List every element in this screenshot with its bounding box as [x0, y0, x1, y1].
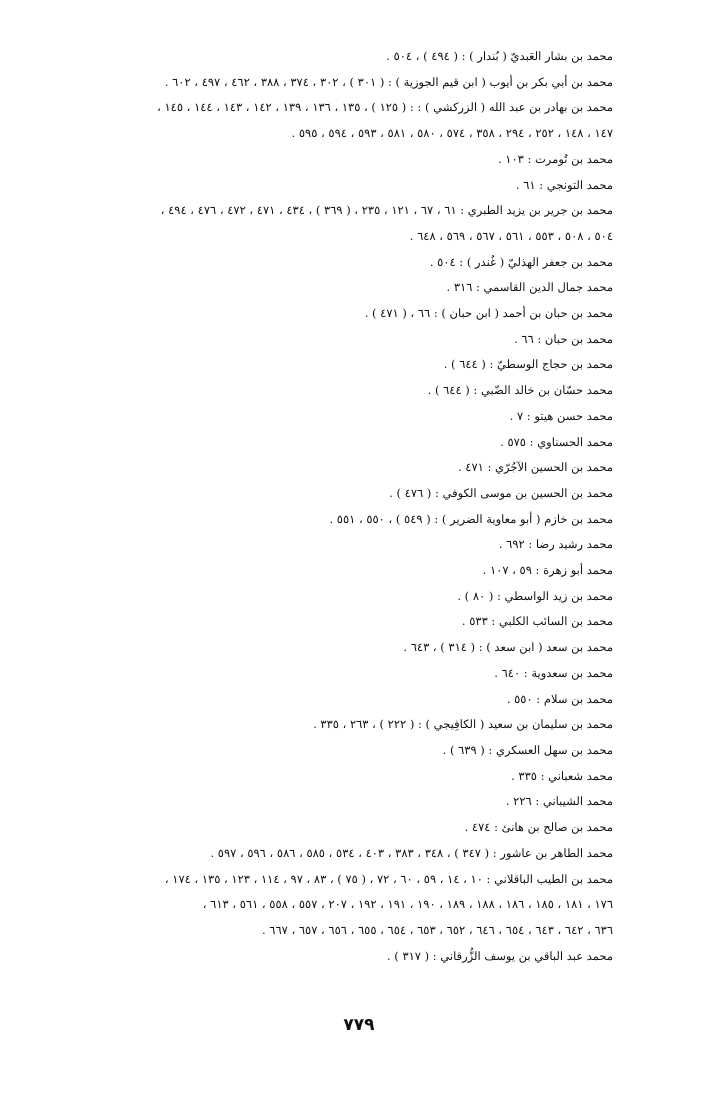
- index-entry: محمد رشيد رضا : ٦٩٢ .: [498, 537, 613, 552]
- index-entry: محمد بن سعد ( ابن سعد ) : ( ٣١٤ ) ، ٦٤٣ .: [403, 640, 613, 655]
- index-entry: محمد الطاهر بن عاشور : ( ٣٤٧ ) ، ٣٤٨ ، ٣٨٣ ، ٤٠٣ ، ٥٣٤ ، ٥٨٥ ، ٥٨٦ ، ٥٩٦ ، ٥٩٧ .: [210, 845, 613, 860]
- index-entry: محمد بن أبي بكر بن أيوب ( ابن قيم الجوزية ) : ( ٣٠١ ) ، ٣٠٢ ، ٣٧٤ ، ٣٨٨ ، ٤٦٢ ، ٤٩٧ ، ٦٠٢ .: [164, 74, 613, 89]
- index-entry-continuation: ١٧٦ ، ١٨١ ، ١٨٥ ، ١٨٦ ، ١٨٨ ، ١٨٩ ، ١٩٠ ، ١٩١ ، ١٩٢ ، ٢٠٧ ، ٥٥٧ ، ٥٥٨ ، ٥٦١ ، ٦١٣ ،: [202, 897, 613, 912]
- index-entry-continuation: ٦٣٦ ، ٦٤٢ ، ٦٤٣ ، ٦٥٤ ، ٦٤٦ ، ٦٥٢ ، ٦٥٣ ، ٦٥٤ ، ٦٥٥ ، ٦٥٦ ، ٦٥٧ ، ٦٦٧ .: [261, 922, 613, 937]
- index-entry: محمد عبد الباقي بن يوسف الزُّرقاني : ( ٣١٧ ) .: [386, 948, 613, 963]
- index-entry: محمد التونجي : ٦١ .: [515, 177, 613, 192]
- index-entry: محمد بن الطيب الباقلاني : ١٠ ، ١٤ ، ٥٩ ، ٦٠ ، ٧٢ ، ( ٧٥ ) ، ٨٣ ، ٩٧ ، ١١٤ ، ١٢٣ ، ١٣٥ ، ١٧٤ ،: [164, 871, 613, 886]
- page-number: ٧٧٩: [343, 1015, 375, 1035]
- index-entry: محمد بن حجاج الوسطيّ : ( ٦٤٤ ) .: [443, 357, 613, 372]
- index-entry: محمد بن بهادر بن عبد الله ( الزركشي ) : : ( ١٢٥ ) ، ١٣٥ ، ١٣٦ ، ١٣٩ ، ١٤٢ ، ١٤٣ ، ١٤٤ ، ١٤٥ ،: [157, 100, 613, 115]
- index-entry-continuation: ١٤٧ ، ١٤٨ ، ٢٥٢ ، ٢٩٤ ، ٣٥٨ ، ٥٧٤ ، ٥٨٠ ، ٥٨١ ، ٥٩٣ ، ٥٩٤ ، ٥٩٥ .: [291, 126, 613, 141]
- index-entry-continuation: ٥٠٤ ، ٥٠٨ ، ٥٥٣ ، ٥٦١ ، ٥٦٧ ، ٥٦٩ ، ٦٤٨ .: [409, 228, 613, 243]
- index-entry: محمد حسّان بن خالد الضّبي : ( ٦٤٤ ) .: [427, 383, 613, 398]
- index-entry: محمد الشيباني : ٢٢٦ .: [505, 794, 613, 809]
- index-entry: محمد بن الحسين بن موسى الكوفي : ( ٤٧٦ ) .: [389, 485, 613, 500]
- name-index-list: [104, 44, 613, 969]
- index-entry: محمد بن سعدوية : ٦٤٠ .: [494, 665, 613, 680]
- index-entry: محمد جمال الدين القاسمي : ٣١٦ .: [446, 280, 613, 295]
- index-entry: محمد أبو زهرة : ٥٩ ، ١٠٧ .: [482, 563, 613, 578]
- index-entry: محمد بن حبان بن أحمد ( ابن حبان ) : ٦٦ ، ( ٤٧١ ) .: [364, 306, 613, 321]
- index-entry: محمد بن السائب الكلبي : ٥٣٣ .: [461, 614, 613, 629]
- index-entry: محمد بن سهل العسكري : ( ٦٣٩ ) .: [442, 742, 613, 757]
- index-entry: محمد بن سليمان بن سعيد ( الكافِيجي ) : ( ٢٢٢ ) ، ٢٦٣ ، ٣٣٥ .: [313, 717, 613, 732]
- index-entry: محمد بن بشار العَبديّ ( بُندار ) : ( ٤٩٤ ) ، ٥٠٤ .: [386, 49, 613, 63]
- index-entry: محمد بن الحسين الآجُرّي : ٤٧١ .: [457, 460, 613, 475]
- index-entry: محمد بن جرير بن يزيد الطبري : ٦١ ، ٦٧ ، ١٢١ ، ٢٣٥ ، ( ٣٦٩ ) ، ٤٣٤ ، ٤٧١ ، ٤٧٢ ، ٤٧٦ ، ٤٩٤ ،: [160, 203, 613, 218]
- index-entry: محمد بن زيد الواسطي : ( ٨٠ ) .: [457, 588, 613, 603]
- index-entry: محمد شعباني : ٣٣٥ .: [511, 768, 613, 783]
- index-entry: محمد حسن هيتو : ٧ .: [509, 408, 613, 423]
- index-entry: محمد بن تُومرت : ١٠٣ .: [497, 151, 613, 166]
- index-entry: محمد بن صالح بن هانئ : ٤٧٤ .: [464, 820, 613, 835]
- index-entry: محمد بن جعفر الهذليّ ( غُندر ) : ٥٠٤ .: [429, 254, 613, 269]
- index-entry: محمد بن سلام : ٥٥٠ .: [506, 691, 613, 706]
- index-entry: محمد بن حبان : ٦٦ .: [514, 331, 613, 346]
- index-entry: محمد بن خازم ( أبو معاوية الضرير ) : ( ٥٤٩ ) ، ٥٥٠ ، ٥٥١ .: [329, 511, 613, 526]
- index-entry: محمد الحسناوي : ٥٧٥ .: [500, 434, 613, 449]
